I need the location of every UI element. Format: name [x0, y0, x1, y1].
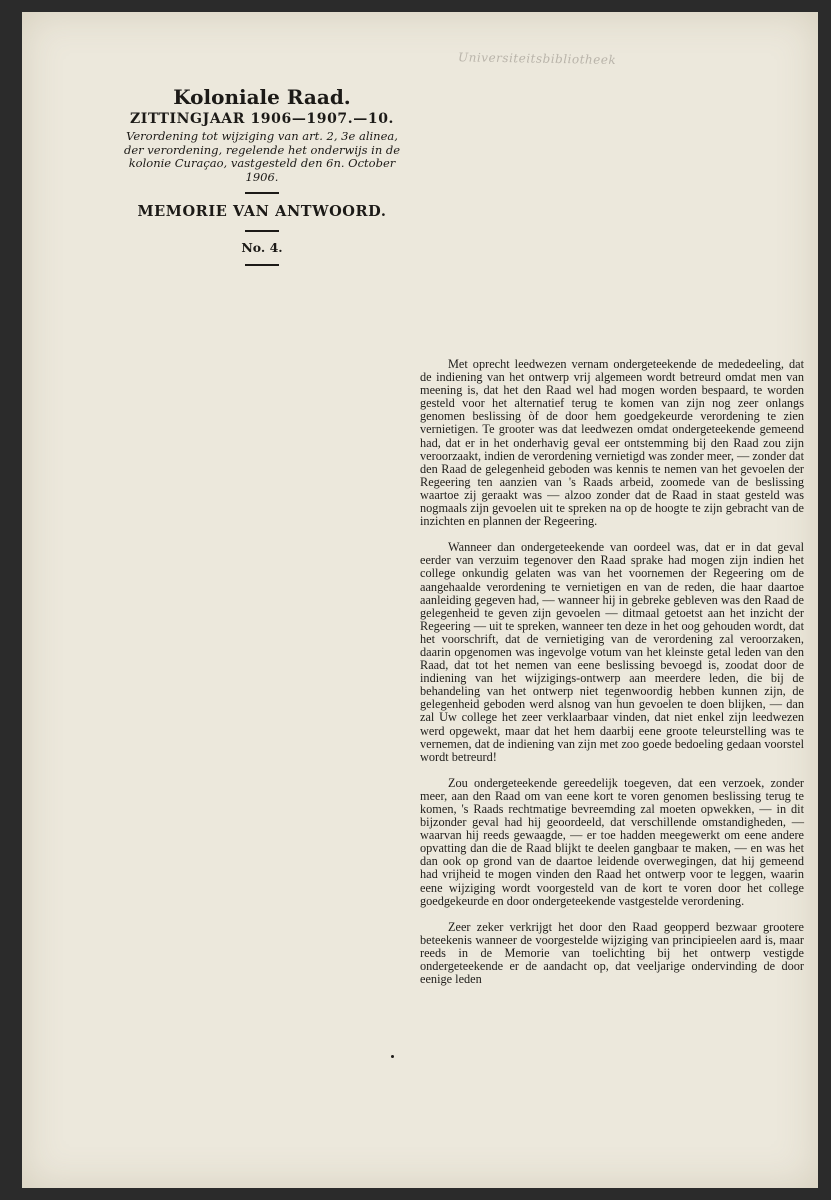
- paragraph: Zou ondergeteekende gereedelijk toegeven, dat een verzoek, zonder meer, aan den Raad om van eene kort te voren genomen beslissing terug te komen, 's Raads rechtmatige bevreemding zal moeten opwekken, — in dit bijzonder geval had hij geoordeeld, dat verschillende omstandigheden, — waarvan hij reeds gewaagde, — er toe hadden meegewerkt om eene andere opvatting dan die de Raad blijkt te deelen gangbaar te maken, — en was het dan ook op grond van de daartoe leidende overwegingen, dat hij gemeend had vrijheid te mogen vinden den Raad het ontwerp voor te leggen, waarin eene wijziging wordt voorgesteld van de kort te voren door het college goedgekeurde en door ondergeteekende vastgestelde verordening.: [420, 775, 804, 908]
- paragraph: Zeer zeker verkrijgt het door den Raad geopperd bezwaar grootere beteekenis wanneer de voorgestelde wijziging van principieelen aard is, maar reeds in de Memorie van toelichting bij het ontwerp vestigde ondergeteekende er de aandacht op, dat veeljarige ondervinding de door eenige leden: [420, 919, 804, 987]
- memo-title: MEMORIE VAN ANTWOORD.: [137, 203, 387, 220]
- divider-rule: [245, 264, 279, 266]
- document-number: No. 4.: [241, 240, 283, 255]
- divider-rule: [245, 192, 279, 194]
- subject-line: Verordening tot wijziging van art. 2, 3e alinea, der verordening, regelende het onderwijs in de kolonie Curaçao, vastgesteld den 6n. October 1906.: [123, 129, 401, 184]
- council-title: Koloniale Raad.: [173, 85, 351, 109]
- document-page: [22, 12, 818, 1188]
- body-text: [420, 358, 804, 999]
- session-year: ZITTINGJAAR 1906—1907.—10.: [129, 111, 395, 127]
- document-header: [117, 85, 407, 274]
- paragraph: Met oprecht leedwezen vernam ondergeteekende de mededeeling, dat de indiening van het ontwerp vrij algemeen wordt betreurd omdat men van meening is, dat het den Raad wel had mogen worden bespaard, te worden gesteld voor het alternatief terug te komen van zijn nog zeer onlangs genomen beslissing òf de door hem goedgekeurde verordening te zien vernietigen. Te grooter was dat leedwezen omdat ondergeteekende gemeend had, dat er in het onderhavig geval eer ontstemming bij den Raad zou zijn veroorzaakt, indien de verordening vernietigd was zonder meer, — zonder dat den Raad de gelegenheid geboden was kennis te nemen van het gevoelen der Regeering ten aanzien van 's Raads arbeid, zoomede van de beslissing waartoe zij geraakt was — alzoo zonder dat de Raad in staat gesteld was nogmaals zijn gevoelen uit te spreken na op de hoogte te zijn gebracht van de inzichten en plannen der Regeering.: [420, 357, 804, 529]
- margin-dot: [391, 1055, 394, 1058]
- paragraph: Wanneer dan ondergeteekende van oordeel was, dat er in dat geval eerder van verzuim tegenover den Raad sprake had mogen zijn indien het college onkundig gelaten was van het voornemen der Regeering om de aangehaalde verordening te vernietigen en van de reden, die haar daartoe aanleiding gegeven had, — wanneer hij in gebreke gebleven was den Raad de gelegenheid te geven zijn gevoelen — ditmaal getoetst aan het inzicht der Regeering — uit te spreken, wanneer ten deze in het oog gehouden wordt, dat het voorschrift, dat de vernietiging van de verordening zal veroorzaken, daarin opgenomen was ingevolge votum van het kleinste getal leden van den Raad, dat tot het nemen van eene beslissing bevoegd is, zoodat door de indiening van het wijzigings-ontwerp aan meerdere leden, die bij de behandeling van het ontwerp niet tegenwoordig hebben kunnen zijn, de gelegenheid geboden werd alsnog van hun gevoelen te doen blijken, — dan zal Uw college het zeer verklaarbaar vinden, dat niet enkel zijn leedwezen werd opgewekt, maar dat het hem daarbij eene groote teleurstelling was te vernemen, dat de indiening van zijn met zoo goede bedoeling gedaan voorstel wordt betreurd!: [420, 540, 804, 764]
- divider-rule: [245, 230, 279, 232]
- pencil-annotation: Universiteitsbibliotheek: [457, 50, 617, 68]
